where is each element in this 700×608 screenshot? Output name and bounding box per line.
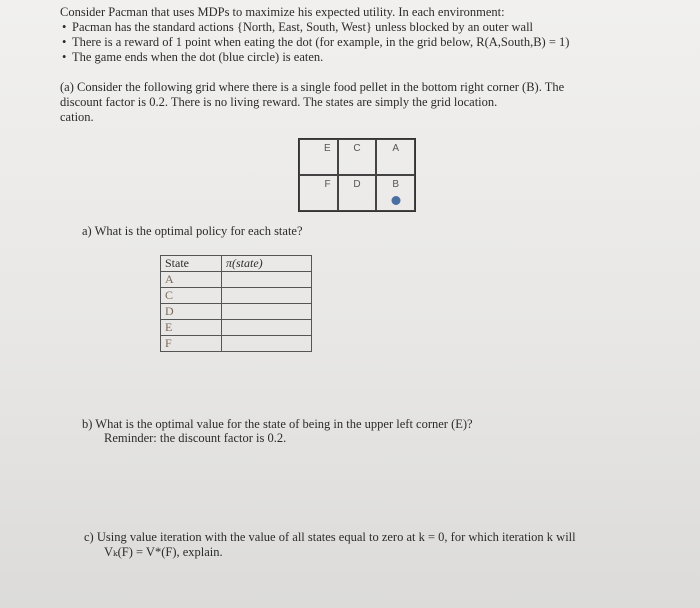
table-row	[161, 336, 312, 352]
question-c: c) Using value iteration with the value of all states equal to zero at k = 0, for which iteration k will	[84, 530, 576, 544]
grid-cell-f: F	[299, 175, 338, 211]
policy-answer-cell[interactable]	[222, 272, 312, 288]
question-a: a) What is the optimal policy for each state?	[82, 224, 303, 238]
state-cell: A	[161, 272, 222, 288]
grid-cell-e: E	[299, 139, 338, 175]
table-header: State	[161, 256, 222, 272]
grid-cell-c: C	[338, 139, 377, 175]
table-row	[161, 304, 312, 320]
question-b: b) What is the optimal value for the state of being in the upper left corner (E)?	[82, 417, 473, 431]
policy-answer-cell[interactable]	[222, 320, 312, 336]
question-b-reminder: Reminder: the discount factor is 0.2.	[104, 431, 287, 445]
table-row	[161, 288, 312, 304]
grid-cell-a: A	[376, 139, 415, 175]
policy-table	[160, 255, 312, 352]
intro-text: Consider Pacman that uses MDPs to maximize his expected utility. In each environment:	[60, 5, 505, 19]
question-c-formula: Vₖ(F) = V*(F), explain.	[104, 545, 223, 559]
state-cell: F	[161, 336, 222, 352]
part-a-text: discount factor is 0.2. There is no living reward. The states are simply the grid location.	[60, 95, 498, 109]
grid-cell-d: D	[338, 175, 377, 211]
part-a-text: cation.	[60, 110, 94, 124]
state-cell: C	[161, 288, 222, 304]
policy-answer-cell[interactable]	[222, 288, 312, 304]
bullet-item: • Pacman has the standard actions {North, East, South, West} unless blocked by an outer wall	[62, 20, 534, 34]
state-cell: E	[161, 320, 222, 336]
policy-answer-cell[interactable]	[222, 336, 312, 352]
state-cell: D	[161, 304, 222, 320]
food-pellet-icon	[391, 196, 400, 205]
bullet-item: • There is a reward of 1 point when eating the dot (for example, in the grid below, R(A,South,B) = 1)	[62, 35, 570, 49]
table-row	[161, 272, 312, 288]
table-row	[161, 320, 312, 336]
bullet-item: • The game ends when the dot (blue circle) is eaten.	[62, 50, 324, 64]
policy-answer-cell[interactable]	[222, 304, 312, 320]
pacman-grid	[298, 138, 416, 212]
part-a-text: (a) Consider the following grid where there is a single food pellet in the bottom right corner (B). The	[60, 80, 565, 94]
grid-cell-b: B	[376, 175, 415, 211]
table-header: π(state)	[222, 256, 312, 272]
